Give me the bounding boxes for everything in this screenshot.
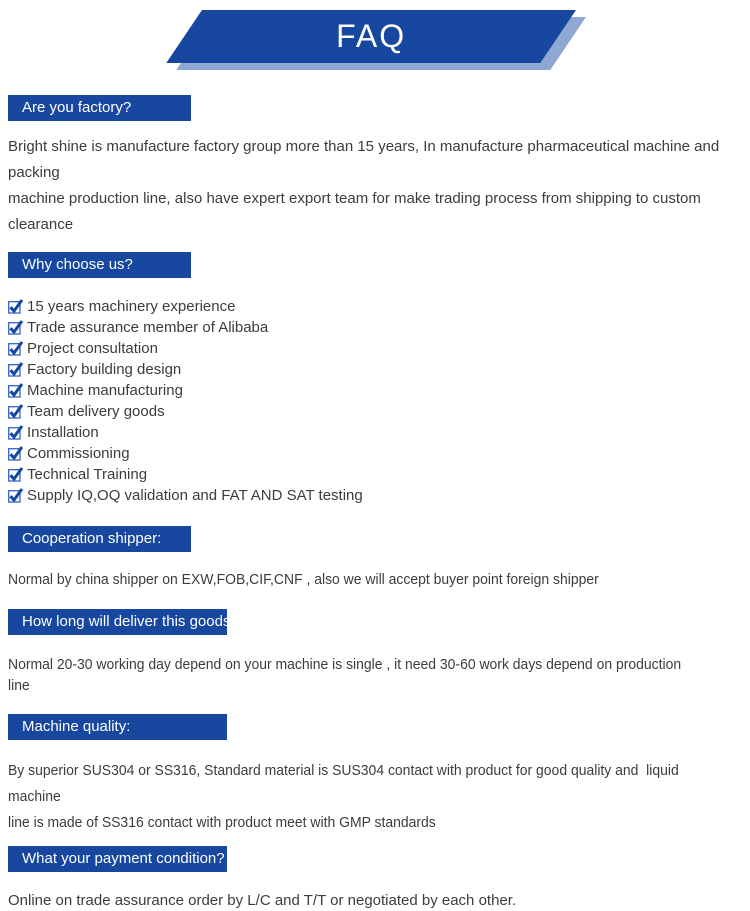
list-item-label: Trade assurance member of Alibaba [27, 319, 269, 336]
checkmark-icon [8, 404, 24, 419]
heading-are-you-factory: Are you factory? [8, 95, 191, 121]
heading-why-choose-us: Why choose us? [8, 252, 191, 278]
list-item [8, 296, 750, 317]
paragraph-line: Normal 20-30 working day depend on your machine is single , it need 30-60 work days depend on production line [8, 656, 685, 694]
faq-banner-title: FAQ [336, 18, 407, 54]
list-item [8, 317, 750, 338]
list-item-label: Project consultation [27, 340, 158, 357]
paragraph-payment [8, 890, 750, 911]
heading-machine-quality: Machine quality: [8, 714, 227, 740]
paragraph-shipper [8, 569, 698, 590]
list-item [8, 338, 750, 359]
list-item [8, 359, 750, 380]
list-item [8, 443, 750, 464]
paragraph-line: Online on trade assurance order by L/C and T/T or negotiated by each other. [8, 892, 517, 909]
paragraph-line: Normal by china shipper on EXW,FOB,CIF,CNF , also we will accept buyer point foreign shipper [8, 571, 599, 588]
list-item-label: Commissioning [27, 445, 130, 462]
paragraph-line: Bright shine is manufacture factory group more than 15 years, In manufacture pharmaceutical machine and packing [8, 138, 724, 181]
list-item [8, 401, 750, 422]
why-choose-us-checklist [8, 296, 750, 506]
paragraph-line: machine production line, also have expert export team for make trading process from shipping to custom clearance [8, 190, 706, 233]
checkmark-icon [8, 488, 24, 503]
list-item [8, 485, 750, 506]
list-item [8, 380, 750, 401]
list-item-label: Factory building design [27, 361, 182, 378]
checkmark-icon [8, 341, 24, 356]
list-item-label: Machine manufacturing [27, 382, 183, 399]
paragraph-factory [8, 134, 750, 238]
heading-payment-condition: What your payment condition? [8, 846, 227, 872]
faq-banner [166, 10, 576, 63]
list-item-label: Supply IQ,OQ validation and FAT AND SAT testing [27, 487, 363, 504]
paragraph-delivery [8, 654, 698, 696]
list-item-label: Technical Training [27, 466, 148, 483]
list-item [8, 464, 750, 485]
faq-banner-area [0, 0, 750, 80]
checkmark-icon [8, 320, 24, 335]
list-item-label: Team delivery goods [27, 403, 165, 420]
checkmark-icon [8, 383, 24, 398]
paragraph-line: By superior SUS304 or SS316, Standard material is SUS304 contact with product for good quality and liquid machine [8, 762, 683, 805]
checkmark-icon [8, 446, 24, 461]
checkmark-icon [8, 362, 24, 377]
list-item [8, 422, 750, 443]
paragraph-quality [8, 758, 698, 836]
heading-delivery-time: How long will deliver this goods? [8, 609, 227, 635]
heading-cooperation-shipper: Cooperation shipper: [8, 526, 191, 552]
list-item-label: 15 years machinery experience [27, 298, 236, 315]
checkmark-icon [8, 299, 24, 314]
list-item-label: Installation [27, 424, 99, 441]
checkmark-icon [8, 425, 24, 440]
paragraph-line: line is made of SS316 contact with product meet with GMP standards [8, 814, 436, 831]
checkmark-icon [8, 467, 24, 482]
